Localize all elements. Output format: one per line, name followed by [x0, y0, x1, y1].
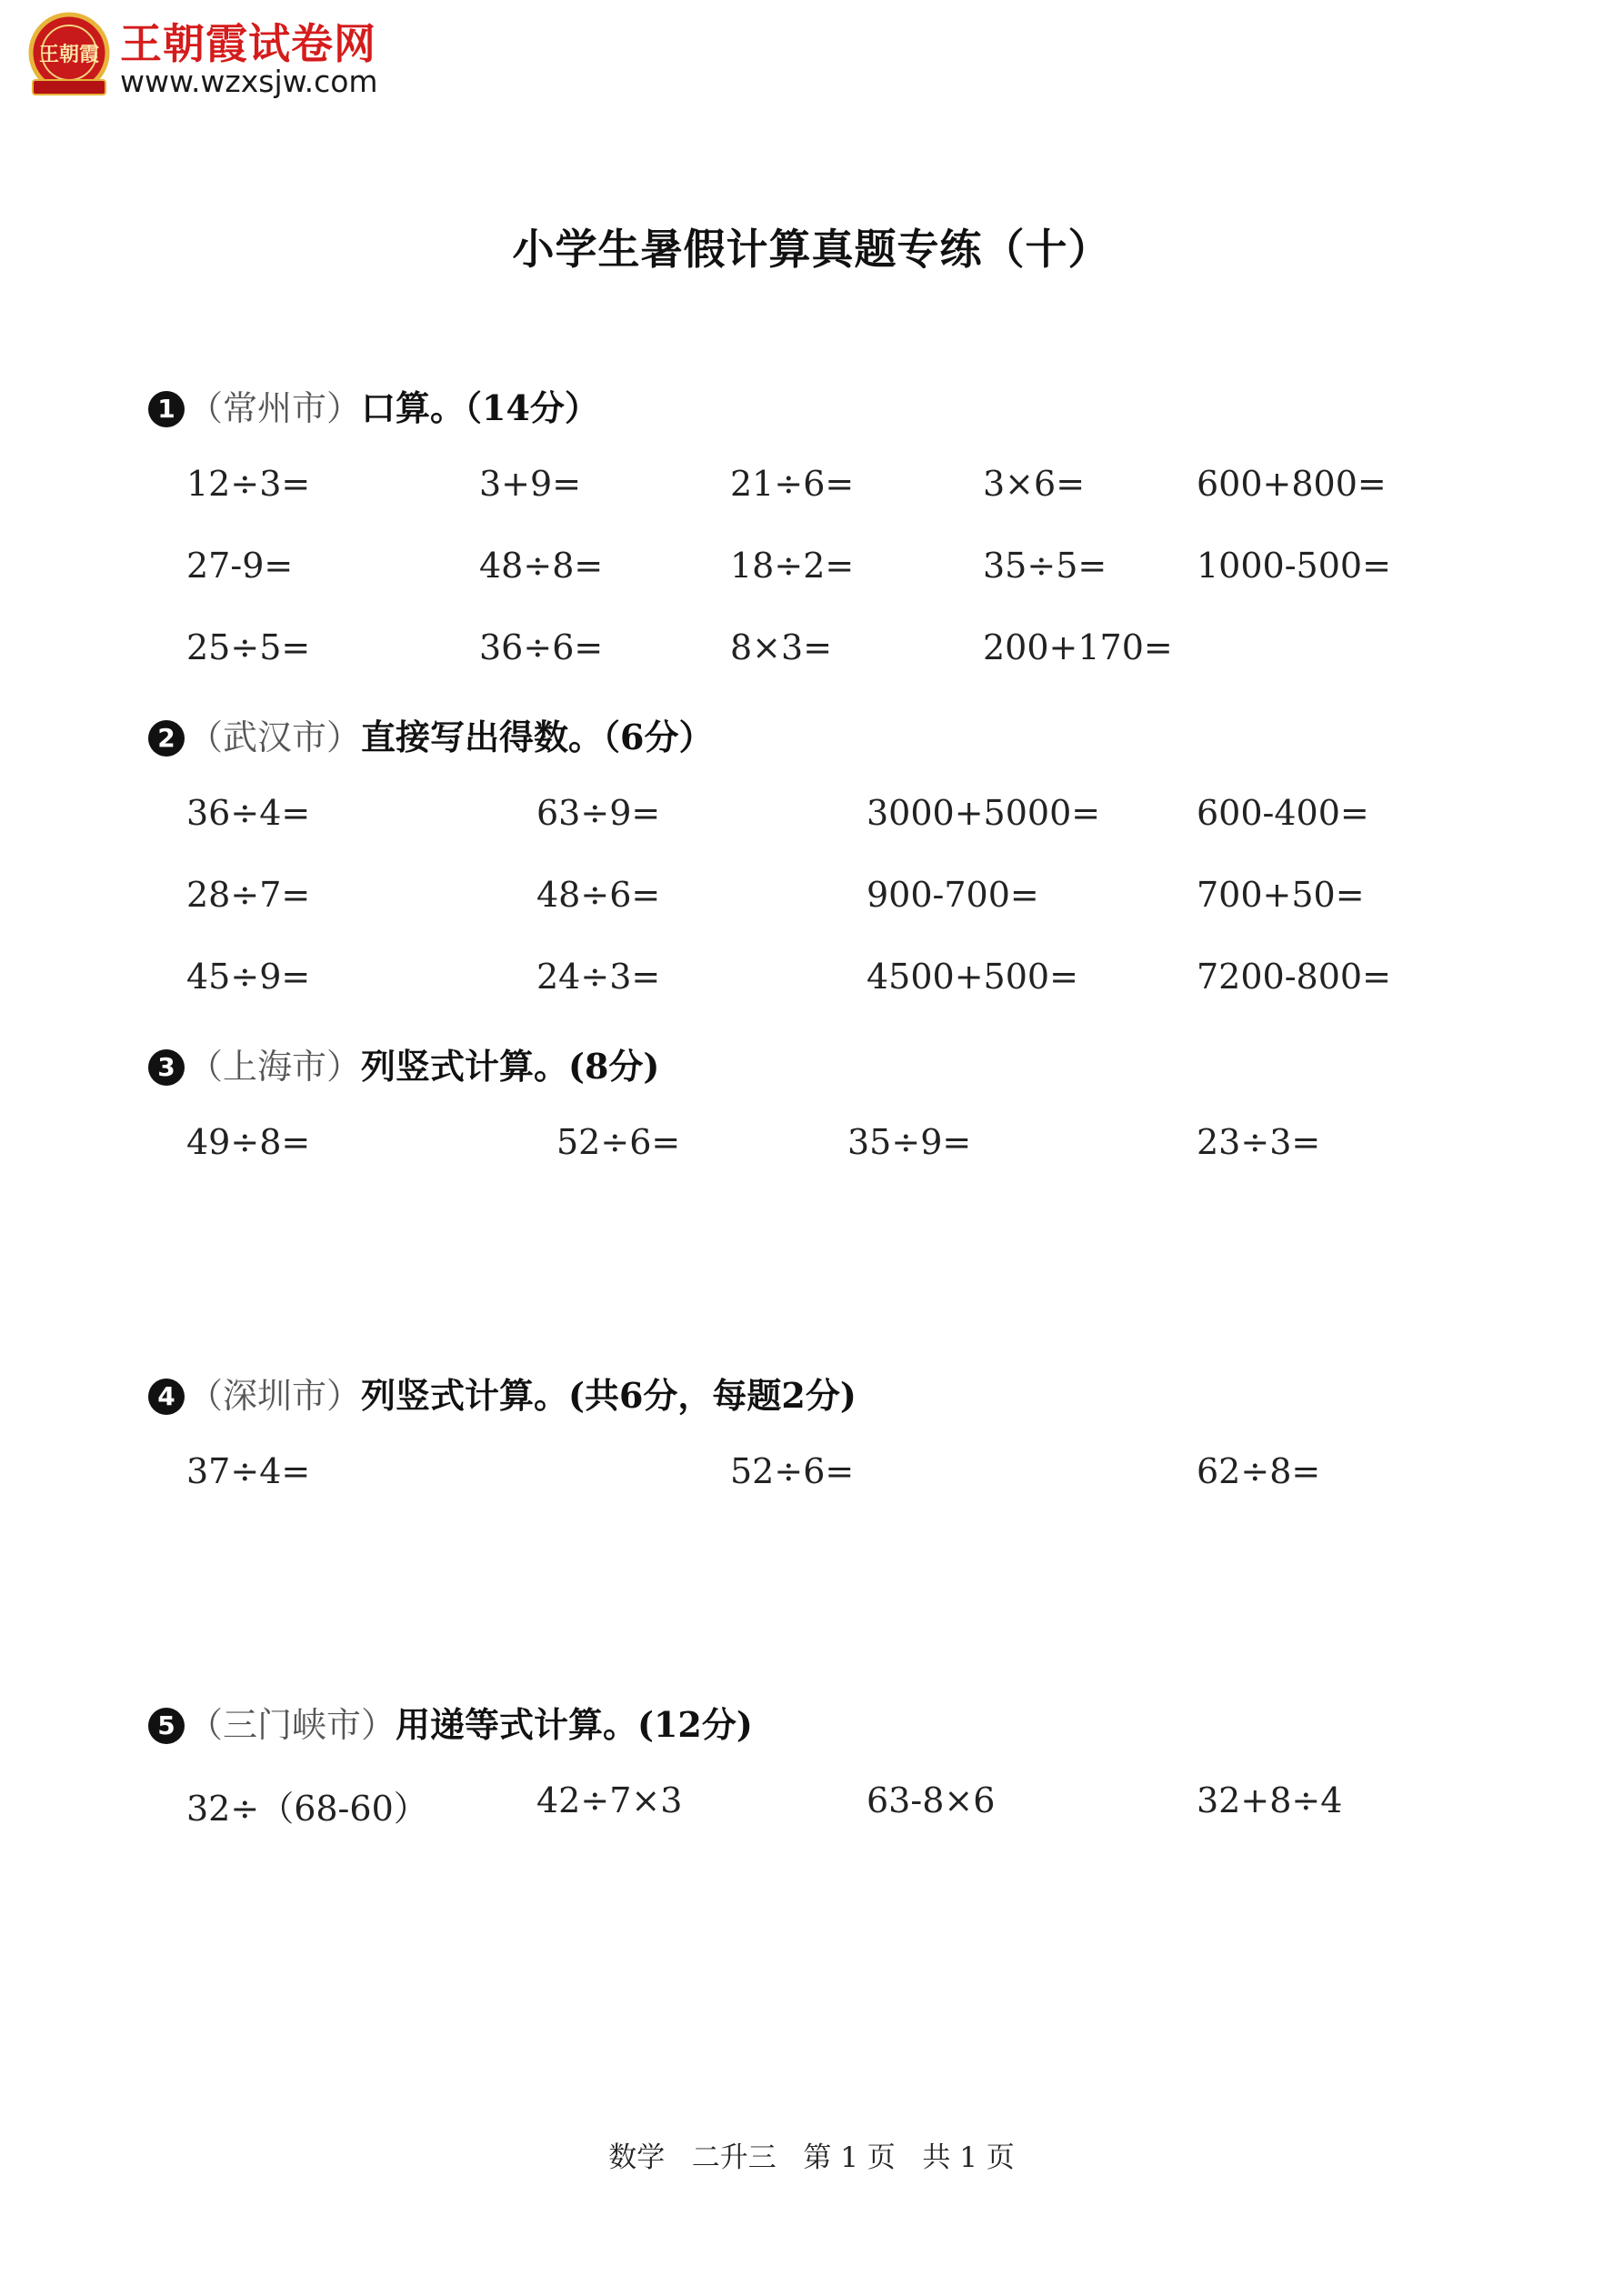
section-1-heading — [148, 380, 599, 430]
section-city: （三门峡市） — [188, 1705, 396, 1745]
section-instruction: 直接写出得数。（6分） — [361, 717, 714, 757]
svg-text:王朝霞: 王朝霞 — [38, 43, 100, 66]
section-3-heading — [148, 1038, 659, 1088]
section-instruction: 用递等式计算。(12分) — [396, 1704, 753, 1745]
section-number-badge: 3 — [148, 1049, 185, 1086]
section-instruction: 口算。（14分） — [361, 387, 599, 428]
problem-2-10: 24÷3= — [536, 957, 661, 997]
problem-2-4: 600-400= — [1197, 793, 1369, 833]
section-city: （深圳市） — [188, 1376, 362, 1416]
section-number-badge: 2 — [148, 720, 185, 757]
problem-1-7: 48÷8= — [479, 546, 604, 586]
section-number-badge: 4 — [148, 1379, 185, 1415]
problem-2-8: 700+50= — [1197, 875, 1365, 915]
problem-1-9: 35÷5= — [983, 546, 1107, 586]
problem-1-13: 8×3= — [730, 627, 833, 667]
problem-2-5: 28÷7= — [186, 875, 311, 915]
section-instruction: 列竖式计算。(共6分，每题2分) — [361, 1375, 857, 1416]
problem-1-4: 3×6= — [983, 464, 1086, 504]
problem-4-1: 37÷4= — [186, 1451, 311, 1491]
problem-2-11: 4500+500= — [867, 957, 1078, 997]
problem-5-1: 32÷（68-60） — [186, 1789, 428, 1829]
problem-5-3: 63-8×6 — [867, 1780, 996, 1820]
problem-1-14: 200+170= — [983, 627, 1173, 667]
problem-2-12: 7200-800= — [1197, 957, 1391, 997]
brand-url: www.wzxsjw.com — [120, 64, 378, 99]
brand-logo — [27, 9, 114, 100]
section-5-heading — [148, 1697, 753, 1747]
section-2-heading — [148, 709, 713, 759]
page-footer: 数学 二升三 第 1 页 共 1 页 — [608, 2141, 1015, 2174]
problem-1-1: 12÷3= — [186, 464, 311, 504]
section-number-badge: 1 — [148, 391, 185, 427]
page-title: 小学生暑假计算真题专练（十） — [512, 225, 1111, 274]
section-city: （武汉市） — [188, 717, 362, 757]
problem-5-2: 42÷7×3 — [536, 1780, 683, 1820]
brand-name: 王朝霞试卷网 — [120, 19, 376, 68]
problem-1-3: 21÷6= — [730, 464, 855, 504]
problem-2-1: 36÷4= — [186, 793, 311, 833]
problem-1-6: 27-9= — [186, 546, 294, 586]
section-4-heading — [148, 1368, 857, 1418]
problem-3-3: 35÷9= — [847, 1122, 972, 1162]
problem-1-2: 3+9= — [479, 464, 582, 504]
problem-2-2: 63÷9= — [536, 793, 661, 833]
problem-2-7: 900-700= — [867, 875, 1039, 915]
problem-5-4: 32+8÷4 — [1197, 1780, 1343, 1820]
problem-2-9: 45÷9= — [186, 957, 311, 997]
section-instruction: 列竖式计算。(8分) — [361, 1046, 660, 1087]
problem-4-2: 52÷6= — [730, 1451, 855, 1491]
section-number-badge: 5 — [148, 1708, 185, 1744]
problem-1-12: 36÷6= — [479, 627, 604, 667]
problem-1-10: 1000-500= — [1197, 546, 1391, 586]
problem-3-4: 23÷3= — [1197, 1122, 1321, 1162]
section-city: （常州市） — [188, 388, 362, 428]
problem-4-3: 62÷8= — [1197, 1451, 1321, 1491]
section-city: （上海市） — [188, 1047, 362, 1087]
problem-1-8: 18÷2= — [730, 546, 855, 586]
problem-3-2: 52÷6= — [556, 1122, 681, 1162]
problem-1-11: 25÷5= — [186, 627, 311, 667]
problem-2-3: 3000+5000= — [867, 793, 1101, 833]
problem-1-5: 600+800= — [1197, 464, 1387, 504]
problem-3-1: 49÷8= — [186, 1122, 311, 1162]
problem-2-6: 48÷6= — [536, 875, 661, 915]
